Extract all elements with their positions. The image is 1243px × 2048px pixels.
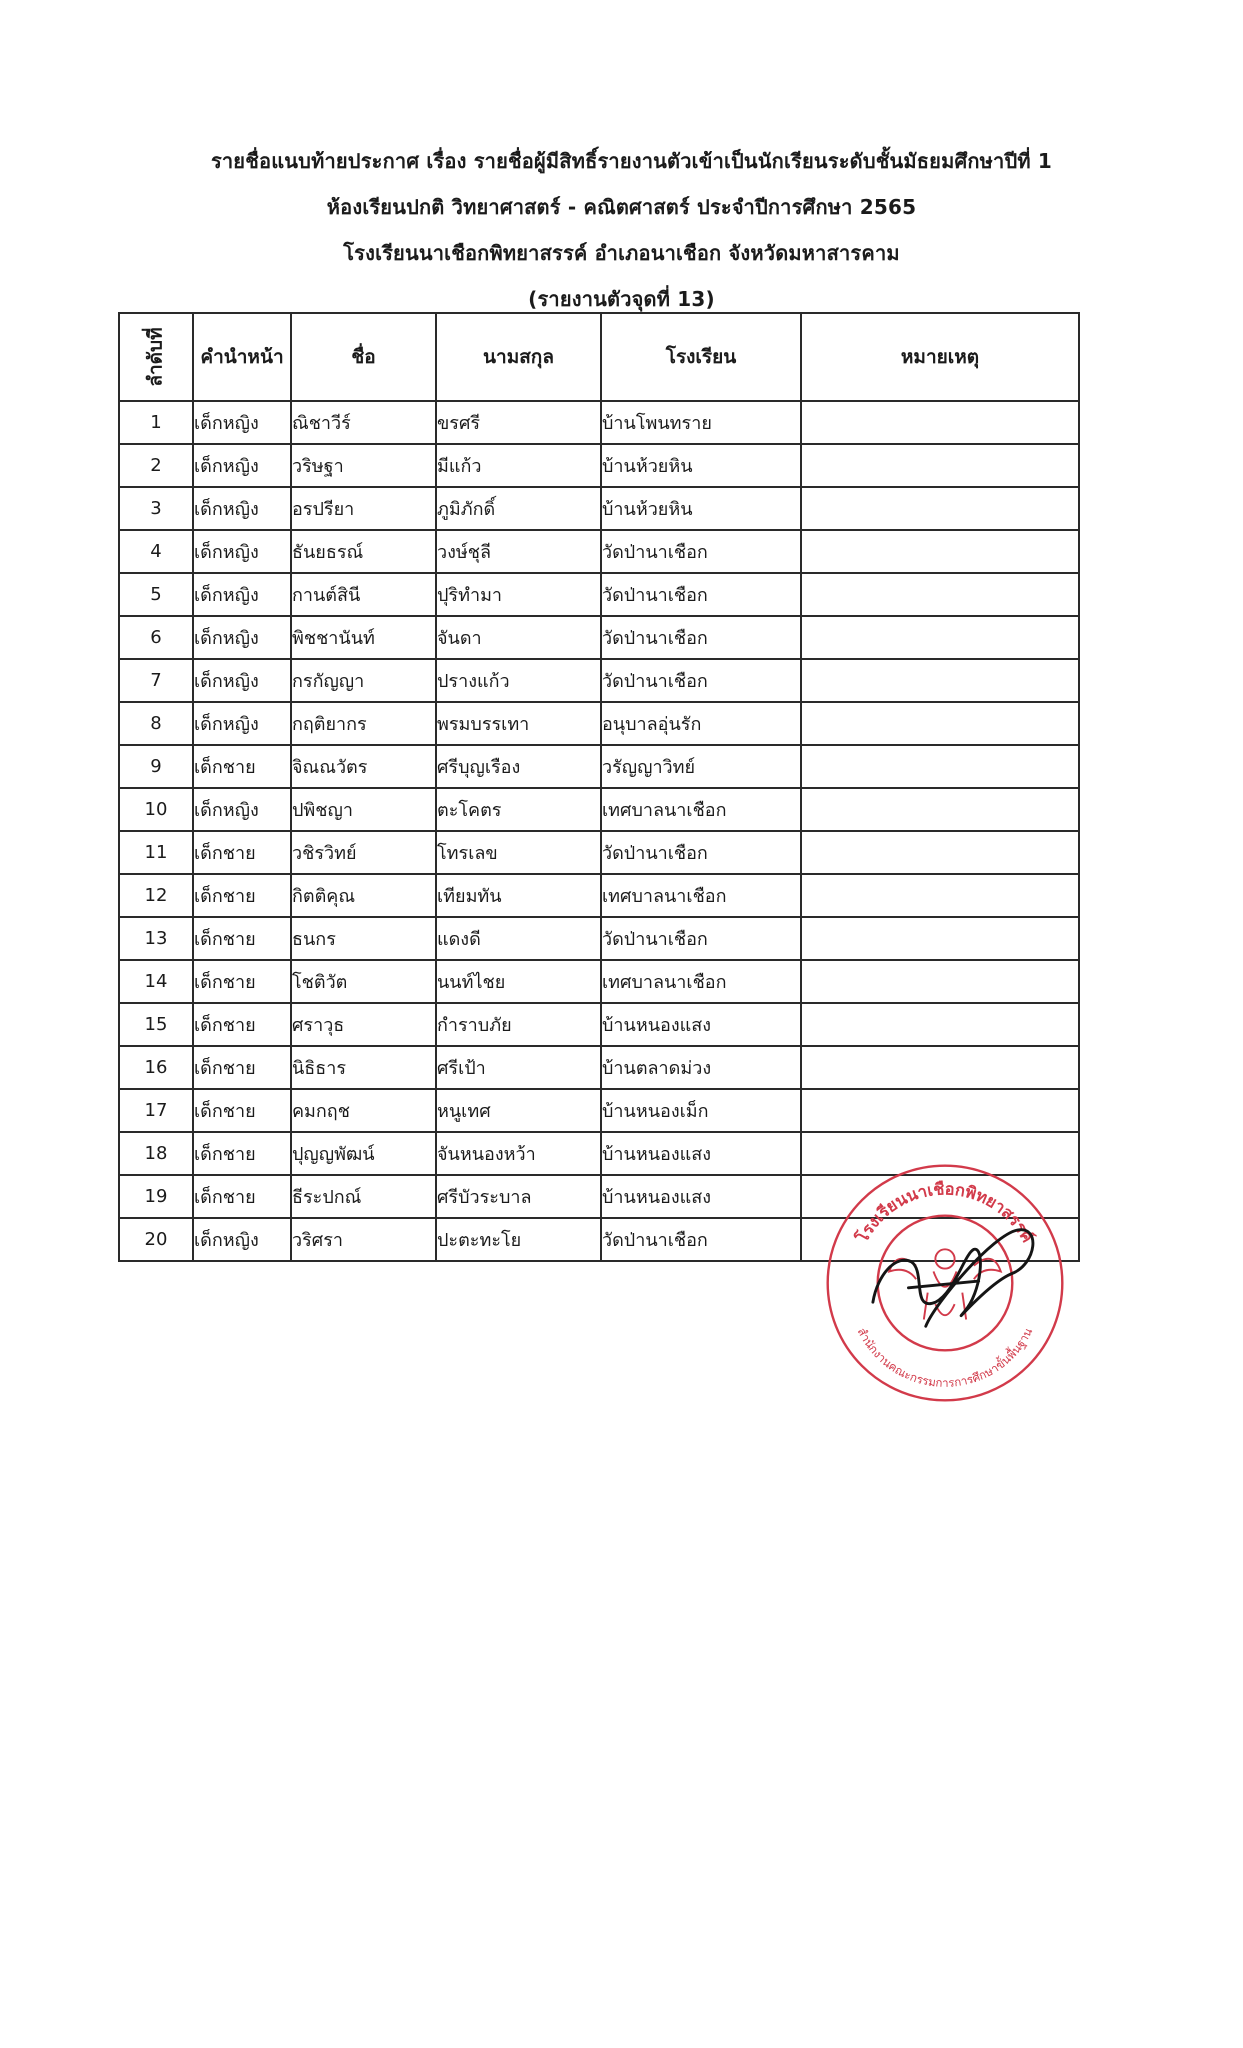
cell-prefix: เด็กชาย [193, 1132, 291, 1175]
cell-remark [801, 788, 1079, 831]
cell-first-name: ธันยธรณ์ [291, 530, 436, 573]
cell-first-name: กรกัญญา [291, 659, 436, 702]
cell-first-name: ธีระปกณ์ [291, 1175, 436, 1218]
cell-last-name: จันดา [436, 616, 601, 659]
cell-no: 19 [119, 1175, 193, 1218]
cell-last-name: มีแก้ว [436, 444, 601, 487]
cell-first-name: นิธิธาร [291, 1046, 436, 1089]
cell-last-name: หนูเทศ [436, 1089, 601, 1132]
cell-remark [801, 960, 1079, 1003]
header-line-2: ห้องเรียนปกติ วิทยาศาสตร์ - คณิตศาสตร์ ประจำปีการศึกษา 2565 [326, 195, 917, 219]
cell-first-name: จิณณวัตร [291, 745, 436, 788]
cell-last-name: ศรีบุญเรือง [436, 745, 601, 788]
table-row [119, 530, 1079, 573]
cell-no: 1 [119, 401, 193, 444]
cell-no: 12 [119, 874, 193, 917]
cell-school: วัดป่านาเชือก [601, 616, 801, 659]
cell-prefix: เด็กชาย [193, 917, 291, 960]
cell-remark [801, 917, 1079, 960]
cell-first-name: ณิชาวีร์ [291, 401, 436, 444]
column-header-no: ลำดับที่ [119, 313, 193, 401]
cell-prefix: เด็กหญิง [193, 444, 291, 487]
cell-remark [801, 831, 1079, 874]
cell-no: 11 [119, 831, 193, 874]
cell-no: 6 [119, 616, 193, 659]
cell-remark [801, 745, 1079, 788]
cell-prefix: เด็กชาย [193, 1003, 291, 1046]
cell-last-name: วงษ์ชุลี [436, 530, 601, 573]
school-seal-stamp [820, 1158, 1070, 1408]
table-row [119, 659, 1079, 702]
cell-remark [801, 616, 1079, 659]
table-row [119, 917, 1079, 960]
cell-first-name: ปุญญพัฒน์ [291, 1132, 436, 1175]
table-row [119, 401, 1079, 444]
cell-school: อนุบาลอุ่นรัก [601, 702, 801, 745]
cell-first-name: ธนกร [291, 917, 436, 960]
table-row [119, 831, 1079, 874]
cell-remark [801, 530, 1079, 573]
cell-school: บ้านห้วยหิน [601, 487, 801, 530]
cell-first-name: กานต์สินี [291, 573, 436, 616]
cell-last-name: นนท์ไชย [436, 960, 601, 1003]
cell-last-name: แดงดี [436, 917, 601, 960]
cell-first-name: อรปรียา [291, 487, 436, 530]
cell-prefix: เด็กหญิง [193, 401, 291, 444]
cell-remark [801, 1046, 1079, 1089]
roster-table [118, 312, 1080, 1262]
cell-school: บ้านหนองแสง [601, 1175, 801, 1218]
cell-no: 18 [119, 1132, 193, 1175]
cell-no: 8 [119, 702, 193, 745]
cell-last-name: จันหนองหว้า [436, 1132, 601, 1175]
cell-last-name: ปะตะทะโย [436, 1218, 601, 1261]
table-row [119, 1089, 1079, 1132]
cell-prefix: เด็กหญิง [193, 702, 291, 745]
cell-no: 10 [119, 788, 193, 831]
seal-text-bottom: สำนักงานคณะกรรมการการศึกษาขั้นพื้นฐาน [854, 1325, 1036, 1390]
cell-remark [801, 659, 1079, 702]
cell-no: 5 [119, 573, 193, 616]
cell-remark [801, 1089, 1079, 1132]
cell-first-name: พิชชานันท์ [291, 616, 436, 659]
cell-prefix: เด็กหญิง [193, 573, 291, 616]
cell-remark [801, 487, 1079, 530]
cell-first-name: โชติวัต [291, 960, 436, 1003]
cell-no: 16 [119, 1046, 193, 1089]
table-row [119, 1003, 1079, 1046]
cell-school: บ้านตลาดม่วง [601, 1046, 801, 1089]
header-line-3: โรงเรียนนาเชือกพิทยาสรรค์ อำเภอนาเชือก จังหวัดมหาสารคาม [343, 241, 900, 265]
cell-school: บ้านหนองเม็ก [601, 1089, 801, 1132]
cell-last-name: โทรเลข [436, 831, 601, 874]
cell-no: 13 [119, 917, 193, 960]
cell-school: วรัญญาวิทย์ [601, 745, 801, 788]
table-row [119, 573, 1079, 616]
table-row [119, 616, 1079, 659]
table-row [119, 487, 1079, 530]
cell-first-name: วริษฐา [291, 444, 436, 487]
cell-prefix: เด็กหญิง [193, 659, 291, 702]
cell-prefix: เด็กชาย [193, 960, 291, 1003]
document-header [0, 138, 1243, 322]
cell-no: 3 [119, 487, 193, 530]
cell-prefix: เด็กชาย [193, 1046, 291, 1089]
cell-prefix: เด็กชาย [193, 1175, 291, 1218]
cell-prefix: เด็กหญิง [193, 487, 291, 530]
cell-first-name: กิตติคุณ [291, 874, 436, 917]
cell-prefix: เด็กชาย [193, 831, 291, 874]
cell-school: บ้านโพนทราย [601, 401, 801, 444]
table-row [119, 960, 1079, 1003]
cell-no: 9 [119, 745, 193, 788]
cell-school: วัดป่านาเชือก [601, 1218, 801, 1261]
cell-last-name: ภูมิภักดิ์ [436, 487, 601, 530]
cell-school: วัดป่านาเชือก [601, 917, 801, 960]
cell-remark [801, 874, 1079, 917]
cell-school: บ้านหนองแสง [601, 1003, 801, 1046]
cell-first-name: วชิรวิทย์ [291, 831, 436, 874]
cell-prefix: เด็กหญิง [193, 788, 291, 831]
cell-school: เทศบาลนาเชือก [601, 874, 801, 917]
cell-prefix: เด็กหญิง [193, 1218, 291, 1261]
cell-remark [801, 401, 1079, 444]
cell-no: 14 [119, 960, 193, 1003]
column-header-school: โรงเรียน [601, 313, 801, 401]
cell-remark [801, 573, 1079, 616]
cell-prefix: เด็กหญิง [193, 616, 291, 659]
cell-no: 4 [119, 530, 193, 573]
cell-remark [801, 1003, 1079, 1046]
cell-no: 17 [119, 1089, 193, 1132]
cell-last-name: ศรีบัวระบาล [436, 1175, 601, 1218]
cell-last-name: ศรีเป้า [436, 1046, 601, 1089]
cell-school: วัดป่านาเชือก [601, 831, 801, 874]
table-row [119, 1046, 1079, 1089]
table-row [119, 745, 1079, 788]
cell-prefix: เด็กชาย [193, 874, 291, 917]
table-body [119, 401, 1079, 1261]
cell-school: เทศบาลนาเชือก [601, 788, 801, 831]
cell-school: วัดป่านาเชือก [601, 659, 801, 702]
table-row [119, 788, 1079, 831]
seal-text-top: โรงเรียนนาเชือกพิทยาสรรค์ [852, 1179, 1038, 1246]
cell-school: วัดป่านาเชือก [601, 573, 801, 616]
cell-school: บ้านห้วยหิน [601, 444, 801, 487]
cell-school: บ้านหนองแสง [601, 1132, 801, 1175]
cell-first-name: กฤติยากร [291, 702, 436, 745]
table-row [119, 444, 1079, 487]
cell-last-name: กำราบภัย [436, 1003, 601, 1046]
table-header-row [119, 313, 1079, 401]
cell-last-name: เทียมทัน [436, 874, 601, 917]
cell-no: 2 [119, 444, 193, 487]
table-row [119, 702, 1079, 745]
cell-no: 7 [119, 659, 193, 702]
cell-school: เทศบาลนาเชือก [601, 960, 801, 1003]
cell-last-name: ตะโคตร [436, 788, 601, 831]
cell-last-name: ปรางแก้ว [436, 659, 601, 702]
column-header-last-name: นามสกุล [436, 313, 601, 401]
cell-prefix: เด็กหญิง [193, 530, 291, 573]
cell-remark [801, 444, 1079, 487]
cell-no: 20 [119, 1218, 193, 1261]
cell-remark [801, 702, 1079, 745]
cell-first-name: วริศรา [291, 1218, 436, 1261]
cell-prefix: เด็กชาย [193, 1089, 291, 1132]
cell-last-name: พรมบรรเทา [436, 702, 601, 745]
column-header-prefix: คำนำหน้า [193, 313, 291, 401]
table-row [119, 874, 1079, 917]
header-line-4: (รายงานตัวจุดที่ 13) [528, 287, 715, 311]
cell-school: วัดป่านาเชือก [601, 530, 801, 573]
cell-last-name: ปุริทำมา [436, 573, 601, 616]
cell-prefix: เด็กชาย [193, 745, 291, 788]
cell-no: 15 [119, 1003, 193, 1046]
cell-first-name: ปพิชญา [291, 788, 436, 831]
header-line-1: รายชื่อแนบท้ายประกาศ เรื่อง รายชื่อผู้มีสิทธิ์รายงานตัวเข้าเป็นนักเรียนระดับชั้นมัธยมศึกษาปีที่ 1 [210, 149, 1053, 173]
column-header-first-name: ชื่อ [291, 313, 436, 401]
cell-first-name: คมกฤช [291, 1089, 436, 1132]
cell-last-name: ขรศรี [436, 401, 601, 444]
cell-first-name: ศราวุธ [291, 1003, 436, 1046]
column-header-remark: หมายเหตุ [801, 313, 1079, 401]
